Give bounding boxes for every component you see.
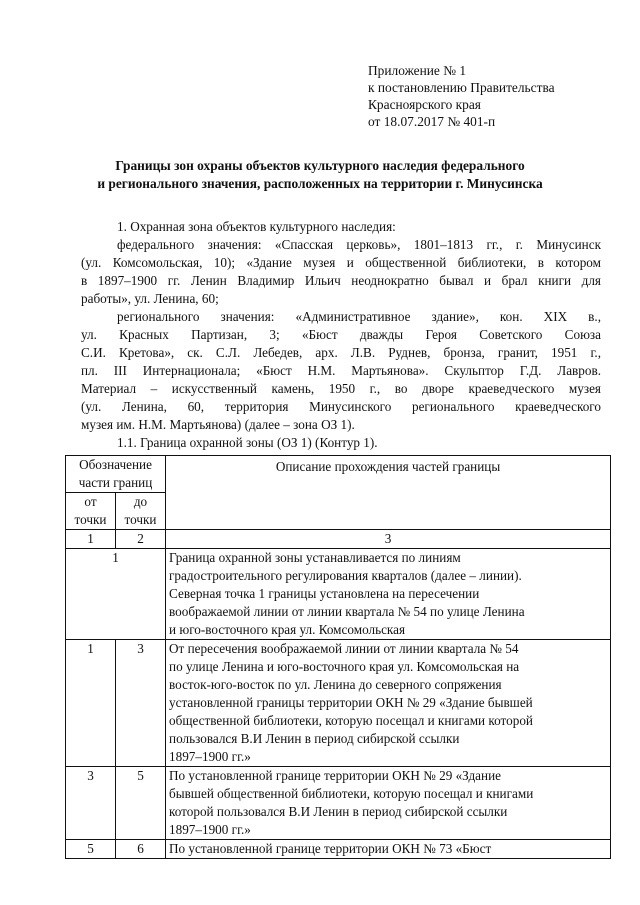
paragraph-line: Материал – искусственный камень, 1950 г., во дворе краеведческого музея xyxy=(81,381,601,396)
paragraph-line: музея им. Н.М. Мартьянова) (далее – зона ОЗ 1). xyxy=(81,417,355,432)
paragraph-line: ул. Красных Партизан, 3; «Бюст дважды Героя Советского Союза xyxy=(81,327,601,342)
description-header: Описание прохождения частей границы xyxy=(166,456,611,530)
document-title xyxy=(0,157,640,193)
column-number: 3 xyxy=(166,530,611,549)
paragraph-line: (ул. Комсомольская, 10); «Здание музея и общественной библиотеки, в котором xyxy=(81,255,601,270)
point-cell: 1 xyxy=(66,549,166,640)
body-text xyxy=(81,218,601,452)
appendix-line: Красноярского края xyxy=(368,97,481,112)
appendix-block xyxy=(368,62,555,130)
from-point-header: от точки xyxy=(66,493,116,530)
paragraph-line: федерального значения: «Спасская церковь», 1801–1813 гг., г. Минусинск xyxy=(117,237,601,252)
description-cell: По установленной границе территории ОКН № 73 «Бюст xyxy=(166,840,611,859)
table-row xyxy=(66,840,611,859)
table-header-row xyxy=(66,456,611,493)
from-point-cell: 5 xyxy=(66,840,116,859)
paragraph-line: работы», ул. Ленина, 60; xyxy=(81,291,219,306)
appendix-line: от 18.07.2017 № 401-п xyxy=(368,114,496,129)
section-heading: 1. Охранная зона объектов культурного наследия: xyxy=(117,219,396,234)
from-point-cell: 1 xyxy=(66,640,116,767)
description-cell: Граница охранной зоны устанавливается по линиям градостроительного регулирования кварталов (далее – линии). Северная точка 1 границы установлена на пересечении воображаемой линии от линии квартала № 54 по улице Ленина и юго-восточного края ул. Комсомольская xyxy=(166,549,611,640)
table-row xyxy=(66,640,611,767)
appendix-line: к постановлению Правительства xyxy=(368,80,555,95)
paragraph-line: пл. III Интернационала; «Бюст Н.М. Мартьянова». Скульптор Г.Д. Лавров. xyxy=(81,363,601,378)
to-point-cell: 3 xyxy=(116,640,166,767)
table-row xyxy=(66,549,611,640)
paragraph-line: в 1897–1900 гг. Ленин Владимир Ильич неоднократно бывал и брал книги для xyxy=(81,273,601,288)
from-point-cell: 3 xyxy=(66,767,116,840)
to-point-cell: 5 xyxy=(116,767,166,840)
to-point-cell: 6 xyxy=(116,840,166,859)
column-number: 2 xyxy=(116,530,166,549)
title-line: и регионального значения, расположенных на территории г. Минусинска xyxy=(97,176,543,191)
designation-header: Обозначение части границ xyxy=(66,456,166,493)
description-cell: По установленной границе территории ОКН № 29 «Здание бывшей общественной библиотеки, которую посещал и книгами которой пользовался В.И Ленин в период сибирской ссылки 1897–1900 гг.» xyxy=(166,767,611,840)
column-number: 1 xyxy=(66,530,116,549)
paragraph-line: регионального значения: «Административное здание», кон. XIX в., xyxy=(117,309,601,324)
paragraph-line: С.И. Кретова», ск. С.Л. Лебедев, арх. Л.В. Руднев, бронза, гранит, 1951 г., xyxy=(81,345,601,360)
appendix-line: Приложение № 1 xyxy=(368,63,467,78)
paragraph-line: (ул. Ленина, 60, территория Минусинского регионального краеведческого xyxy=(81,399,601,414)
column-number-row xyxy=(66,530,611,549)
subsection-heading: 1.1. Граница охранной зоны (ОЗ 1) (Контур 1). xyxy=(117,435,378,450)
description-cell: От пересечения воображаемой линии от линии квартала № 54 по улице Ленина и юго-восточного края ул. Комсомольская на восток-юго-восток по ул. Ленина до северного сопряжения установленной границы территории ОКН № 29 «Здание бывшей общественной библиотеки, которую посещал и книгами которой пользовался В.И Ленин в период сибирской ссылки 1897–1900 гг.» xyxy=(166,640,611,767)
boundary-table xyxy=(65,455,611,859)
to-point-header: до точки xyxy=(116,493,166,530)
title-line: Границы зон охраны объектов культурного наследия федерального xyxy=(115,158,525,173)
table-row xyxy=(66,767,611,840)
